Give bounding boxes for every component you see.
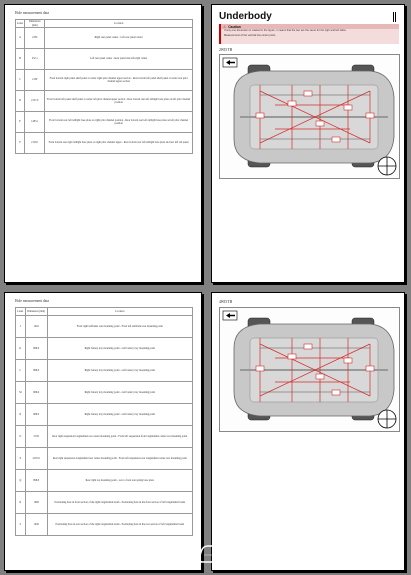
- cell-letter: P: [16, 448, 26, 470]
- underbody-diagram: [219, 54, 400, 179]
- cell-location: Right rear panel center - Left rear panel center: [45, 28, 193, 49]
- table-row: [16, 492, 193, 514]
- measurement-label-box-3: [316, 374, 324, 379]
- table-row: [16, 112, 193, 133]
- cell-letter: Q: [16, 470, 26, 492]
- cell-dimension: 986.6: [25, 382, 47, 404]
- cell-letter: K: [16, 338, 26, 360]
- cell-letter: C: [16, 70, 25, 91]
- diagram-label: 2WD TB: [219, 48, 233, 52]
- column-header-dimension: Dimension (mm): [25, 308, 47, 316]
- measurement-label-box-6: [304, 344, 312, 349]
- table-row: [16, 316, 193, 338]
- table-title: Hole measurement data: [15, 11, 49, 15]
- table-row: [16, 133, 193, 154]
- table-row: [16, 91, 193, 112]
- cell-location: Front bottom rear right taillight base plate on right pilot channel upper - Rear bottom rear left taillight base plate and rear left rail panel: [45, 133, 193, 154]
- cell-dimension: 2137.0: [25, 91, 45, 112]
- measurement-label-box-7: [332, 137, 340, 142]
- cell-dimension: 986.6: [25, 404, 47, 426]
- table-row: [16, 426, 193, 448]
- measurement-label-box-5: [366, 113, 374, 118]
- cell-letter: M: [16, 382, 26, 404]
- site-logo: [200, 543, 405, 565]
- cell-location: Positioning hole in front section of the right longitudinal beam - Positioning hole in the front section of left longitudinal beam: [47, 492, 192, 514]
- cell-letter: R: [16, 492, 26, 514]
- cell-location: Front right subframe rear mounting point - Front left subframe rear mounting point: [47, 316, 192, 338]
- cell-letter: O: [16, 426, 26, 448]
- page-1: [4, 4, 202, 283]
- cell-letter: B: [16, 49, 25, 70]
- measurement-label-box-5: [366, 366, 374, 371]
- cell-dimension: 252.1: [25, 49, 45, 70]
- cell-location: Left rear panel center - Rear panel side left-right center: [45, 49, 193, 70]
- cell-dimension: 1046: [25, 514, 47, 536]
- cell-letter: F: [16, 133, 25, 154]
- bookmark-icon: [393, 12, 396, 22]
- cell-letter: J: [16, 316, 26, 338]
- measurement-label-box-1: [256, 366, 264, 371]
- cell-dimension: 986.6: [25, 338, 47, 360]
- cell-location: Rear right suspension longitudinal rear center mounting point - Front left suspension front longitudinal center rear mounting point: [47, 426, 192, 448]
- page-2: [211, 4, 405, 283]
- table-title: Hole measurement data: [15, 299, 49, 303]
- cell-location: Right battery tray mounting point - Left battery tray mounting point: [47, 338, 192, 360]
- cell-location: Rear right suspension longitudinal rear center mounting point - Front left suspension rear longitudinal center rear mounting point: [47, 448, 192, 470]
- table-row: [16, 28, 193, 49]
- table-header-row: [16, 20, 193, 28]
- caution-box: [219, 24, 399, 44]
- cell-dimension: 1068: [25, 492, 47, 514]
- page-4: [211, 292, 405, 571]
- caution-text: Measurement of the vertical line center point.: [224, 33, 276, 37]
- measurement-label-box-7: [332, 390, 340, 395]
- cell-letter: L: [16, 360, 26, 382]
- cell-letter: S: [16, 514, 26, 536]
- table-header-row: [16, 308, 193, 316]
- cell-location: Front bottom rear left taillight base plate on right pilot channel position - Rear bottom rear left taillight base plate on left pilot channel position: [45, 112, 193, 133]
- table-row: [16, 382, 193, 404]
- table-row: [16, 470, 193, 492]
- cell-location: Right battery tray mounting point - Left battery tray mounting point: [47, 360, 192, 382]
- cell-location: Right battery tray mounting point - Left battery tray mounting point: [47, 382, 192, 404]
- table-row: [16, 49, 193, 70]
- measurement-label-box-4: [344, 358, 352, 363]
- cell-dimension: 986.6: [25, 360, 47, 382]
- caution-text: If only one dimension is marked in the figure, it means that the two are the same for the right and left sides.: [224, 29, 347, 32]
- measurement-label-box-3: [316, 121, 324, 126]
- column-header-letter: Letter: [16, 20, 25, 28]
- column-header-dimension: Dimension (mm): [25, 20, 45, 28]
- cell-dimension: 2139: [25, 426, 47, 448]
- cell-letter: D: [16, 91, 25, 112]
- table-row: [16, 404, 193, 426]
- table-row: [16, 70, 193, 91]
- cell-letter: E: [16, 112, 25, 133]
- cell-location: Rear right top mounting point - rear to front rear spring base plate: [47, 470, 192, 492]
- car-underbody-illustration: [220, 55, 401, 180]
- column-header-letter: Letter: [16, 308, 26, 316]
- table-row: [16, 448, 193, 470]
- cell-dimension: 2128.1: [25, 133, 45, 154]
- measurement-table: [15, 19, 193, 154]
- table-row: [16, 514, 193, 536]
- cell-dimension: 2195.9: [25, 448, 47, 470]
- table-row: [16, 360, 193, 382]
- measurement-label-box-4: [344, 105, 352, 110]
- cell-dimension: 898.8: [25, 470, 47, 492]
- table-row: [16, 338, 193, 360]
- cell-location: Right battery tray mounting point - Left battery tray mounting point: [47, 404, 192, 426]
- warning-icon: ⚠: [223, 24, 227, 29]
- measurement-label-box-1: [256, 113, 264, 118]
- caution-label: Caution: [228, 24, 241, 29]
- measurement-label-box-6: [304, 91, 312, 96]
- measurement-table: [15, 307, 193, 536]
- car-underbody-illustration: [220, 308, 401, 433]
- cell-dimension: 1485.1: [25, 112, 45, 133]
- cell-location: Front bottom right panel shelf panel at center right pilot channel upper section - Rear bottom left panel shelf panel at center rear pilot channel upper section: [45, 70, 193, 91]
- measurement-label-box-2: [288, 101, 296, 106]
- diagram-label: 4WD TB: [219, 300, 233, 304]
- cell-location: Front bottom left panel shelf panel at center left pilot channel upper section - Rear bottom rear left taillight base plate on left pilot channel position: [45, 91, 193, 112]
- page-3: [4, 292, 202, 571]
- cell-dimension: 2139: [25, 70, 45, 91]
- measurement-label-box-2: [288, 354, 296, 359]
- cell-dimension: 2350: [25, 28, 45, 49]
- underbody-diagram: [219, 307, 400, 432]
- section-title: Underbody: [219, 11, 272, 22]
- column-header-location: Location: [45, 20, 193, 28]
- cargeometry-logo-image: [200, 543, 405, 565]
- cell-location: Positioning hole in rear section of the right longitudinal beam - Positioning hole in the rear section of left longitudinal beam: [47, 514, 192, 536]
- column-header-location: Location: [47, 308, 192, 316]
- cell-letter: N: [16, 404, 26, 426]
- cell-dimension: 1042: [25, 316, 47, 338]
- cell-letter: A: [16, 28, 25, 49]
